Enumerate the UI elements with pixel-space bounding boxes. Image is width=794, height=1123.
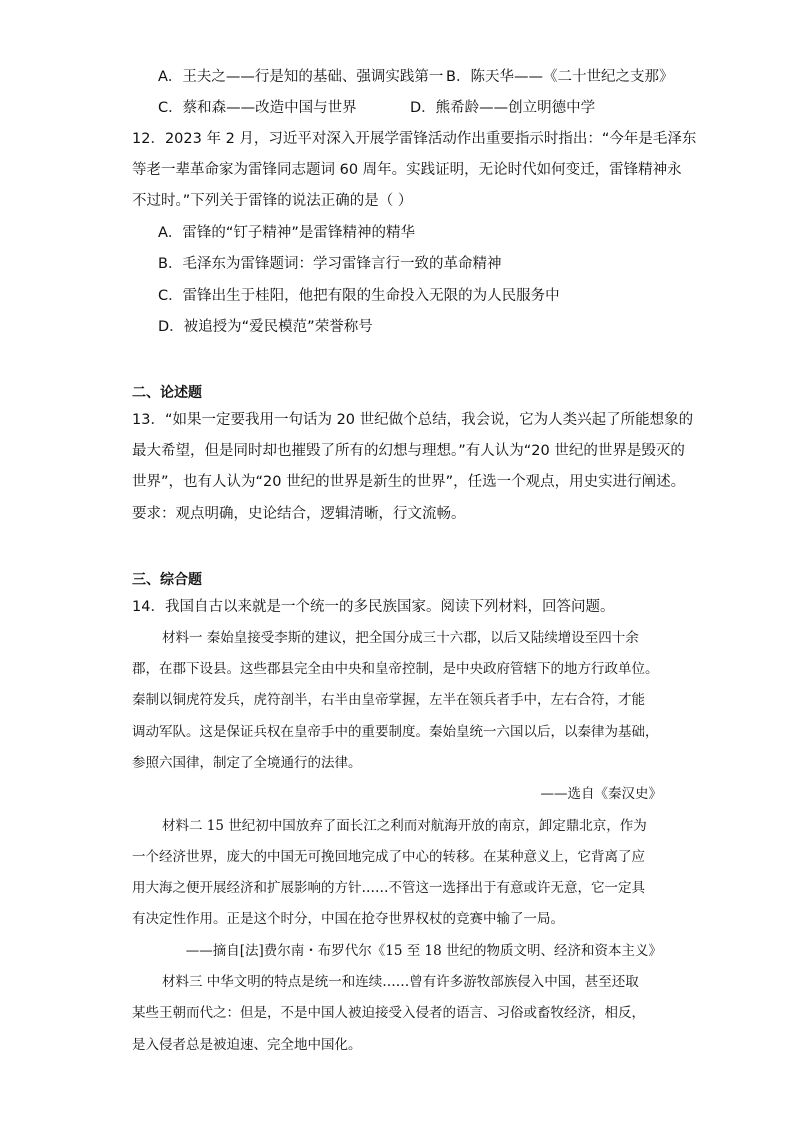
material1-source: ——选自《秦汉史》 [540,786,662,802]
material1-line-1: 材料一 秦始皇接受李斯的建议，把全国分成三十六郡，以后又陆续增设至四十余 [162,630,639,646]
q13-line-4: 要求：观点明确，史论结合，逻辑清晰，行文流畅。 [132,506,466,522]
section-title-comprehensive: 三、综合题 [132,572,202,588]
q13-line-3: 世界”，也有人认为“20 世纪的世界是新生的世界”，任选一个观点，用史实进行阐述。 [132,474,686,490]
material2-line-1: 材料二 15 世纪初中国放弃了面长江之利而对航海开放的南京，卸定鼎北京，作为 [162,818,647,834]
q12-option-b: B．毛泽东为雷锋题词：学习雷锋言行一致的革命精神 [158,256,502,272]
section-title-essay: 二、论述题 [132,385,202,401]
q14-stem: 14．我国自古以来就是一个统一的多民族国家。阅读下列材料，回答问题。 [132,599,615,615]
material1-line-3: 秦制以铜虎符发兵，虎符剖半，右半由皇帝掌握，左半在领兵者手中，左右合符，才能 [132,692,645,708]
q12-stem-line-1: 12．2023 年 2 月，习近平对深入开展学雷锋活动作出重要指示时指出：“今年是毛泽东 [132,131,697,147]
q11-option-d: D．熊希龄——创立明德中学 [410,100,596,116]
material2-line-4: 有决定性作用。正是这个时分，中国在抢夺世界权杖的竞赛中输了一局。 [132,911,564,927]
q12-option-d: D．被追授为“爱民模范”荣誉称号 [158,319,373,335]
material1-line-4: 调动军队。这是保证兵权在皇帝手中的重要制度。秦始皇统一六国以后，以秦律为基础， [132,724,659,740]
q12-stem-line-3: 不过时。”下列关于雷锋的说法正确的是（ ） [132,193,413,209]
material1-line-2: 郡，在郡下设县。这些郡县完全由中央和皇帝控制，是中央政府管辖下的地方行政单位。 [132,661,659,677]
material3-line-3: 是入侵者总是被迫速、完全地中国化。 [132,1037,362,1053]
q13-line-2: 最大希望，但是同时却也摧毁了所有的幻想与理想。”有人认为“20 世纪的世界是毁灭的 [132,443,685,459]
q12-option-a: A．雷锋的“钉子精神”是雷锋精神的精华 [158,225,415,241]
q13-line-1: 13．“如果一定要我用一句话为 20 世纪做个总结，我会说，它为人类兴起了所能想象的 [132,412,694,428]
material3-line-1: 材料三 中华文明的特点是统一和连续……曾有许多游牧部族侵入中国，甚至还取 [162,974,639,990]
q11-option-b: B．陈天华——《二十世纪之支那》 [446,69,674,85]
q12-stem-line-2: 等老一辈革命家为雷锋同志题词 60 周年。实践证明，无论时代如何变迁，雷锋精神永 [132,162,682,178]
q11-option-a: A．王夫之——行是知的基础、强调实践第一 [158,69,444,85]
q12-option-c: C．雷锋出生于桂阳，他把有限的生命投入无限的为人民服务中 [158,288,560,304]
material2-source: ——摘自[法]费尔南・布罗代尔《15 至 18 世纪的物质文明、经济和资本主义》 [185,943,662,959]
material1-line-5: 参照六国律，制定了全境通行的法律。 [132,755,362,771]
material3-line-2: 某些王朝而代之：但是，不是中国人被迫接受入侵者的语言、习俗或畜牧经济，相反， [132,1005,645,1021]
material2-line-3: 用大海之便开展经济和扩展影响的方针……不管这一选择出于有意或许无意，它一定具 [132,880,645,896]
material2-line-2: 一个经济世界，庞大的中国无可挽回地完成了中心的转移。在某种意义上，它背离了应 [132,849,645,865]
q11-option-c: C．蔡和森——改造中国与世界 [158,100,357,116]
